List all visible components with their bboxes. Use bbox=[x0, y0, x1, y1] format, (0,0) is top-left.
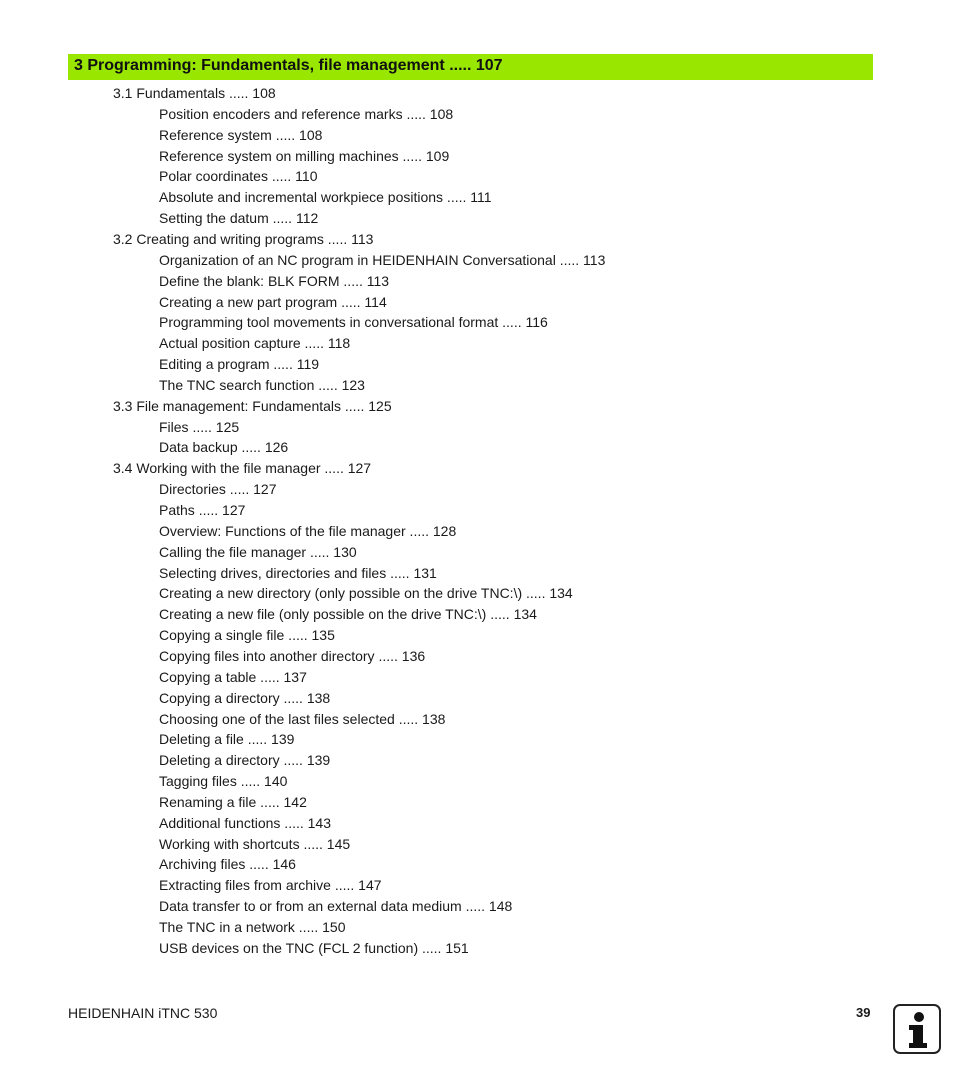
toc-section-entry[interactable]: 3.3 File management: Fundamentals ..... 125 bbox=[113, 397, 392, 414]
toc-subsection-entry[interactable]: Organization of an NC program in HEIDENHAIN Conversational ..... 113 bbox=[159, 251, 606, 268]
toc-subsection-entry[interactable]: Data transfer to or from an external data medium ..... 148 bbox=[159, 898, 513, 915]
toc-subsection-entry[interactable]: Tagging files ..... 140 bbox=[159, 773, 288, 790]
toc-subsection-entry[interactable]: Creating a new directory (only possible on the drive TNC:\) ..... 134 bbox=[159, 585, 573, 602]
toc-subsection-entry[interactable]: Calling the file manager ..... 130 bbox=[159, 543, 357, 560]
toc-section-entry[interactable]: 3.1 Fundamentals ..... 108 bbox=[113, 85, 276, 101]
toc-subsection-entry[interactable]: Working with shortcuts ..... 145 bbox=[159, 835, 351, 852]
toc-subsection-entry[interactable]: Copying a table ..... 137 bbox=[159, 668, 307, 685]
toc-subsection-entry[interactable]: Copying a single file ..... 135 bbox=[159, 627, 335, 644]
toc-section-entry[interactable]: 3.4 Working with the file manager ..... 127 bbox=[113, 460, 372, 477]
toc-subsection-entry[interactable]: Extracting files from archive ..... 147 bbox=[159, 877, 382, 894]
toc-subsection-entry[interactable]: Creating a new part program ..... 114 bbox=[159, 293, 387, 310]
toc-subsection-entry[interactable]: Setting the datum ..... 112 bbox=[159, 210, 319, 227]
toc-subsection-entry[interactable]: Reference system on milling machines ..... 109 bbox=[159, 147, 450, 164]
toc-subsection-entry[interactable]: Position encoders and reference marks ..... 108 bbox=[159, 105, 454, 122]
toc-subsection-entry[interactable]: The TNC in a network ..... 150 bbox=[159, 919, 346, 935]
toc-subsection-entry[interactable]: Absolute and incremental workpiece positions ..... 111 bbox=[159, 189, 492, 206]
toc-subsection-entry[interactable]: Editing a program ..... 119 bbox=[159, 356, 320, 373]
chapter-title[interactable]: 3 Programming: Fundamentals, file management ..... 107 bbox=[74, 57, 503, 74]
toc-subsection-entry[interactable]: Creating a new file (only possible on the drive TNC:\) ..... 134 bbox=[159, 606, 537, 623]
toc-subsection-entry[interactable]: Overview: Functions of the file manager ..... 128 bbox=[159, 522, 457, 539]
toc-subsection-entry[interactable]: Copying files into another directory ..... 136 bbox=[159, 647, 426, 664]
toc-subsection-entry[interactable]: Renaming a file ..... 142 bbox=[159, 793, 307, 810]
toc-subsection-entry[interactable]: Reference system ..... 108 bbox=[159, 126, 323, 143]
footer-manual-name: HEIDENHAIN iTNC 530 bbox=[68, 1005, 218, 1021]
toc-subsection-entry[interactable]: Archiving files ..... 146 bbox=[159, 856, 296, 873]
info-icon bbox=[893, 1004, 941, 1054]
toc-subsection-entry[interactable]: Directories ..... 127 bbox=[159, 481, 277, 498]
toc-subsection-entry[interactable]: Files ..... 125 bbox=[159, 418, 240, 435]
toc-subsection-entry[interactable]: Paths ..... 127 bbox=[159, 502, 246, 518]
toc-subsection-entry[interactable]: Actual position capture ..... 118 bbox=[159, 335, 351, 352]
toc-subsection-entry[interactable]: Define the blank: BLK FORM ..... 113 bbox=[159, 272, 390, 289]
toc-subsection-entry[interactable]: Data backup ..... 126 bbox=[159, 439, 289, 456]
toc-subsection-entry[interactable]: Deleting a directory ..... 139 bbox=[159, 752, 331, 769]
toc-subsection-entry[interactable]: Copying a directory ..... 138 bbox=[159, 689, 331, 706]
toc-subsection-entry[interactable]: The TNC search function ..... 123 bbox=[159, 376, 365, 393]
toc-subsection-entry[interactable]: USB devices on the TNC (FCL 2 function) ..... 151 bbox=[159, 939, 469, 956]
toc-subsection-entry[interactable]: Selecting drives, directories and files ..... 131 bbox=[159, 564, 437, 581]
toc-section-entry[interactable]: 3.2 Creating and writing programs ..... 113 bbox=[113, 230, 374, 247]
toc-subsection-entry[interactable]: Additional functions ..... 143 bbox=[159, 814, 331, 831]
toc-subsection-entry[interactable]: Polar coordinates ..... 110 bbox=[159, 168, 318, 185]
toc-subsection-entry[interactable]: Choosing one of the last files selected ..... 138 bbox=[159, 710, 446, 727]
toc-subsection-entry[interactable]: Programming tool movements in conversational format ..... 116 bbox=[159, 314, 548, 331]
chapter-header-bar bbox=[68, 54, 873, 80]
toc-subsection-entry[interactable]: Deleting a file ..... 139 bbox=[159, 731, 295, 748]
page-number: 39 bbox=[856, 1005, 871, 1020]
